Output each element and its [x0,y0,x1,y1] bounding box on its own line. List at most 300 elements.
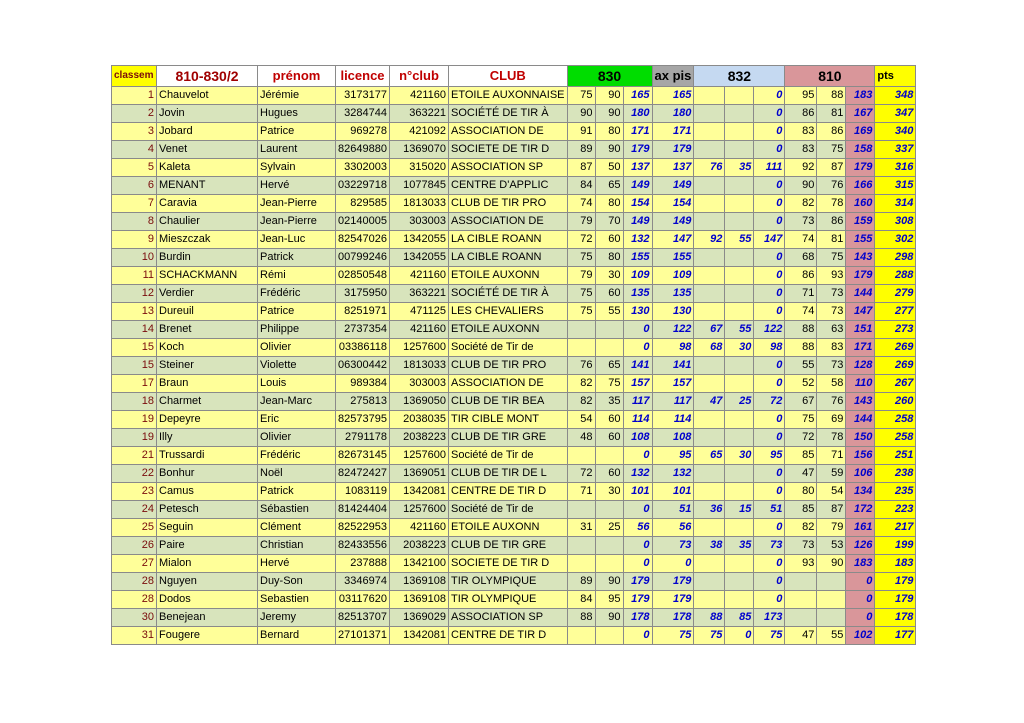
830-score2-cell [595,339,623,357]
830-total-cell: 149 [623,177,652,195]
832-score1-cell [694,285,725,303]
rank-cell: 19 [112,429,157,447]
firstname-cell: Louis [258,375,336,393]
club-cell: CLUB DE TIR GRE [449,429,568,447]
830-score1-cell [567,339,595,357]
table-row [112,195,916,213]
licence-cell: 82433556 [336,537,390,555]
830-score1-cell: 82 [567,393,595,411]
832-score2-cell [725,429,754,447]
points-cell: 279 [875,285,916,303]
points-cell: 316 [875,159,916,177]
832-total-cell: 147 [754,231,785,249]
max-cell: 117 [652,393,694,411]
table-row [112,627,916,645]
lastname-cell: Jovin [157,105,258,123]
832-score2-cell [725,303,754,321]
832-score1-cell [694,465,725,483]
810-score2-cell: 73 [817,285,846,303]
830-score2-cell: 60 [595,285,623,303]
club-number-cell: 1369108 [390,573,449,591]
max-cell: 171 [652,123,694,141]
licence-cell: 8251971 [336,303,390,321]
832-total-cell: 0 [754,141,785,159]
832-total-cell: 72 [754,393,785,411]
810-score2-cell: 87 [817,501,846,519]
810-score1-cell: 73 [785,213,817,231]
810-total-cell: 171 [846,339,875,357]
830-score1-cell: 75 [567,249,595,267]
results-body [112,87,916,645]
lastname-cell: Nguyen [157,573,258,591]
810-total-cell: 155 [846,231,875,249]
club-cell: LA CIBLE ROANN [449,249,568,267]
rank-cell: 21 [112,447,157,465]
rank-cell: 15 [112,339,157,357]
table-row [112,303,916,321]
table-row [112,285,916,303]
830-total-cell: 179 [623,573,652,591]
832-score2-cell: 30 [725,339,754,357]
832-score2-cell [725,519,754,537]
licence-cell: 82522953 [336,519,390,537]
points-cell: 269 [875,339,916,357]
832-score2-cell: 30 [725,447,754,465]
810-total-cell: 106 [846,465,875,483]
810-score2-cell: 53 [817,537,846,555]
points-cell: 308 [875,213,916,231]
810-score1-cell: 52 [785,375,817,393]
832-score1-cell: 65 [694,447,725,465]
810-score2-cell: 86 [817,213,846,231]
lastname-cell: Paire [157,537,258,555]
points-cell: 260 [875,393,916,411]
max-cell: 154 [652,195,694,213]
club-number-cell: 1342055 [390,231,449,249]
max-cell: 56 [652,519,694,537]
club-cell: CENTRE DE TIR D [449,483,568,501]
club-number-cell: 1369108 [390,591,449,609]
firstname-cell: Patrick [258,483,336,501]
830-total-cell: 137 [623,159,652,177]
832-total-cell: 0 [754,285,785,303]
table-row [112,609,916,627]
lastname-cell: Dodos [157,591,258,609]
810-score1-cell: 75 [785,411,817,429]
table-row [112,159,916,177]
832-score2-cell: 35 [725,537,754,555]
810-score2-cell: 88 [817,87,846,105]
max-cell: 178 [652,609,694,627]
810-score2-cell: 59 [817,465,846,483]
licence-cell: 06300442 [336,357,390,375]
points-cell: 183 [875,555,916,573]
830-total-cell: 0 [623,555,652,573]
firstname-cell: Eric [258,411,336,429]
832-score1-cell [694,483,725,501]
max-cell: 155 [652,249,694,267]
points-cell: 251 [875,447,916,465]
810-score2-cell: 87 [817,159,846,177]
832-score1-cell [694,249,725,267]
rank-cell: 18 [112,393,157,411]
rank-cell: 5 [112,159,157,177]
830-total-cell: 180 [623,105,652,123]
max-cell: 157 [652,375,694,393]
830-score2-cell: 75 [595,375,623,393]
max-cell: 180 [652,105,694,123]
points-cell: 258 [875,411,916,429]
830-score2-cell: 65 [595,177,623,195]
810-score1-cell: 88 [785,321,817,339]
club-number-cell: 421092 [390,123,449,141]
club-number-cell: 421160 [390,321,449,339]
firstname-cell: Olivier [258,339,336,357]
832-score1-cell [694,105,725,123]
832-total-cell: 0 [754,519,785,537]
firstname-cell: Sebastien [258,591,336,609]
810-total-cell: 183 [846,555,875,573]
lastname-cell: MENANT [157,177,258,195]
header-832: 832 [694,66,785,87]
header-830: 830 [567,66,652,87]
club-number-cell: 2038223 [390,429,449,447]
club-number-cell: 363221 [390,285,449,303]
832-total-cell: 0 [754,303,785,321]
810-total-cell: 151 [846,321,875,339]
max-cell: 101 [652,483,694,501]
832-score1-cell [694,357,725,375]
licence-cell: 02850548 [336,267,390,285]
points-cell: 273 [875,321,916,339]
810-total-cell: 0 [846,609,875,627]
810-score2-cell: 83 [817,339,846,357]
830-score1-cell: 82 [567,375,595,393]
points-cell: 177 [875,627,916,645]
832-score1-cell [694,177,725,195]
830-score1-cell: 74 [567,195,595,213]
830-score1-cell: 79 [567,267,595,285]
810-score1-cell: 92 [785,159,817,177]
lastname-cell: Jobard [157,123,258,141]
lastname-cell: Benejean [157,609,258,627]
830-score1-cell: 54 [567,411,595,429]
810-score1-cell [785,591,817,609]
810-score2-cell: 81 [817,105,846,123]
830-score2-cell: 60 [595,429,623,447]
lastname-cell: Mieszczak [157,231,258,249]
810-score1-cell: 47 [785,627,817,645]
830-score1-cell [567,555,595,573]
club-number-cell: 421160 [390,267,449,285]
830-score2-cell: 95 [595,591,623,609]
max-cell: 109 [652,267,694,285]
832-score2-cell [725,591,754,609]
810-score1-cell: 67 [785,393,817,411]
table-row [112,123,916,141]
club-number-cell: 1342081 [390,627,449,645]
810-score2-cell: 79 [817,519,846,537]
points-cell: 298 [875,249,916,267]
club-number-cell: 303003 [390,375,449,393]
points-cell: 288 [875,267,916,285]
832-score1-cell [694,555,725,573]
830-score2-cell: 55 [595,303,623,321]
832-score2-cell: 55 [725,231,754,249]
max-cell: 147 [652,231,694,249]
points-cell: 223 [875,501,916,519]
810-total-cell: 161 [846,519,875,537]
licence-cell: 3175950 [336,285,390,303]
max-cell: 73 [652,537,694,555]
830-score2-cell: 90 [595,573,623,591]
830-score2-cell: 90 [595,609,623,627]
810-total-cell: 102 [846,627,875,645]
810-score1-cell: 73 [785,537,817,555]
832-score1-cell [694,267,725,285]
points-cell: 315 [875,177,916,195]
830-score1-cell: 72 [567,465,595,483]
licence-cell: 237888 [336,555,390,573]
licence-cell: 3284744 [336,105,390,123]
832-score2-cell [725,249,754,267]
rank-cell: 23 [112,483,157,501]
832-total-cell: 0 [754,105,785,123]
810-score2-cell: 73 [817,357,846,375]
810-score1-cell: 82 [785,519,817,537]
table-row [112,393,916,411]
club-number-cell: 363221 [390,105,449,123]
830-total-cell: 179 [623,141,652,159]
rank-cell: 10 [112,249,157,267]
832-score2-cell [725,123,754,141]
830-score2-cell [595,447,623,465]
810-score2-cell: 76 [817,177,846,195]
832-total-cell: 0 [754,177,785,195]
810-total-cell: 169 [846,123,875,141]
810-total-cell: 156 [846,447,875,465]
licence-cell: 81424404 [336,501,390,519]
lastname-cell: Venet [157,141,258,159]
licence-cell: 969278 [336,123,390,141]
points-cell: 277 [875,303,916,321]
licence-cell: 1083119 [336,483,390,501]
points-cell: 302 [875,231,916,249]
rank-cell: 6 [112,177,157,195]
810-score2-cell: 81 [817,231,846,249]
club-cell: SOCIETE DE TIR D [449,141,568,159]
832-score1-cell: 92 [694,231,725,249]
header-rank: classem [112,66,157,87]
832-score1-cell [694,411,725,429]
810-score2-cell: 63 [817,321,846,339]
832-total-cell: 95 [754,447,785,465]
832-total-cell: 0 [754,483,785,501]
table-row [112,177,916,195]
832-score1-cell [694,195,725,213]
832-score1-cell: 36 [694,501,725,519]
firstname-cell: Philippe [258,321,336,339]
830-score2-cell: 70 [595,213,623,231]
club-number-cell: 1077845 [390,177,449,195]
points-cell: 314 [875,195,916,213]
832-score2-cell: 15 [725,501,754,519]
table-row [112,483,916,501]
830-total-cell: 0 [623,447,652,465]
lastname-cell: Depeyre [157,411,258,429]
810-total-cell: 179 [846,267,875,285]
830-score1-cell [567,537,595,555]
header-licence: licence [336,66,390,87]
rank-cell: 22 [112,465,157,483]
810-score1-cell: 86 [785,105,817,123]
club-number-cell: 1257600 [390,501,449,519]
points-cell: 238 [875,465,916,483]
830-total-cell: 0 [623,537,652,555]
810-score2-cell: 55 [817,627,846,645]
810-score1-cell: 74 [785,231,817,249]
810-score2-cell [817,573,846,591]
832-total-cell: 0 [754,465,785,483]
club-cell: CENTRE D'APPLIC [449,177,568,195]
rank-cell: 25 [112,519,157,537]
lastname-cell: Steiner [157,357,258,375]
firstname-cell: Patrice [258,303,336,321]
832-total-cell: 0 [754,123,785,141]
club-cell: Société de Tir de [449,501,568,519]
810-score1-cell: 90 [785,177,817,195]
832-score1-cell [694,123,725,141]
830-total-cell: 0 [623,501,652,519]
firstname-cell: Duy-Son [258,573,336,591]
licence-cell: 27101371 [336,627,390,645]
firstname-cell: Hervé [258,555,336,573]
licence-cell: 82573795 [336,411,390,429]
830-score2-cell: 50 [595,159,623,177]
rank-cell: 4 [112,141,157,159]
points-cell: 178 [875,609,916,627]
points-cell: 340 [875,123,916,141]
832-score2-cell [725,285,754,303]
830-score1-cell [567,501,595,519]
810-total-cell: 167 [846,105,875,123]
832-score1-cell: 38 [694,537,725,555]
832-score2-cell [725,195,754,213]
830-total-cell: 0 [623,627,652,645]
810-total-cell: 144 [846,285,875,303]
830-score2-cell [595,555,623,573]
832-score2-cell [725,105,754,123]
832-score1-cell: 47 [694,393,725,411]
firstname-cell: Frédéric [258,285,336,303]
832-score2-cell: 25 [725,393,754,411]
max-cell: 165 [652,87,694,105]
lastname-cell: Verdier [157,285,258,303]
830-score2-cell: 35 [595,393,623,411]
licence-cell: 82513707 [336,609,390,627]
810-total-cell: 179 [846,159,875,177]
club-cell: LA CIBLE ROANN [449,231,568,249]
header-title: 810-830/2 [157,66,258,87]
firstname-cell: Jean-Pierre [258,195,336,213]
832-score2-cell [725,267,754,285]
firstname-cell: Patrick [258,249,336,267]
810-total-cell: 0 [846,573,875,591]
max-cell: 98 [652,339,694,357]
table-row [112,87,916,105]
club-cell: ETOILE AUXONNAISE [449,87,568,105]
830-total-cell: 130 [623,303,652,321]
firstname-cell: Noël [258,465,336,483]
810-score2-cell: 73 [817,303,846,321]
830-score2-cell: 90 [595,87,623,105]
830-total-cell: 114 [623,411,652,429]
table-row [112,519,916,537]
830-score1-cell: 48 [567,429,595,447]
club-number-cell: 1813033 [390,357,449,375]
table-row [112,105,916,123]
830-total-cell: 154 [623,195,652,213]
club-cell: ASSOCIATION DE [449,213,568,231]
firstname-cell: Olivier [258,429,336,447]
licence-cell: 00799246 [336,249,390,267]
810-score1-cell: 93 [785,555,817,573]
lastname-cell: Dureuil [157,303,258,321]
810-score2-cell: 75 [817,249,846,267]
max-cell: 179 [652,591,694,609]
830-score1-cell: 89 [567,141,595,159]
max-cell: 114 [652,411,694,429]
830-total-cell: 108 [623,429,652,447]
firstname-cell: Jérémie [258,87,336,105]
max-cell: 149 [652,177,694,195]
points-cell: 348 [875,87,916,105]
810-total-cell: 166 [846,177,875,195]
rank-cell: 12 [112,285,157,303]
810-total-cell: 147 [846,303,875,321]
club-number-cell: 2038035 [390,411,449,429]
832-total-cell: 173 [754,609,785,627]
832-score1-cell: 67 [694,321,725,339]
810-score2-cell: 76 [817,393,846,411]
max-cell: 141 [652,357,694,375]
table-row [112,141,916,159]
table-row [112,321,916,339]
832-score2-cell [725,141,754,159]
lastname-cell: Caravia [157,195,258,213]
max-cell: 108 [652,429,694,447]
rank-cell: 24 [112,501,157,519]
max-cell: 149 [652,213,694,231]
licence-cell: 03386118 [336,339,390,357]
832-score1-cell [694,519,725,537]
licence-cell: 3173177 [336,87,390,105]
832-total-cell: 75 [754,627,785,645]
firstname-cell: Jeremy [258,609,336,627]
832-total-cell: 0 [754,357,785,375]
points-cell: 179 [875,591,916,609]
rank-cell: 26 [112,537,157,555]
810-total-cell: 150 [846,429,875,447]
810-score1-cell: 86 [785,267,817,285]
club-number-cell: 1369070 [390,141,449,159]
810-score1-cell [785,609,817,627]
830-score2-cell: 60 [595,465,623,483]
club-number-cell: 1342081 [390,483,449,501]
832-total-cell: 51 [754,501,785,519]
lastname-cell: Camus [157,483,258,501]
830-score2-cell: 90 [595,105,623,123]
